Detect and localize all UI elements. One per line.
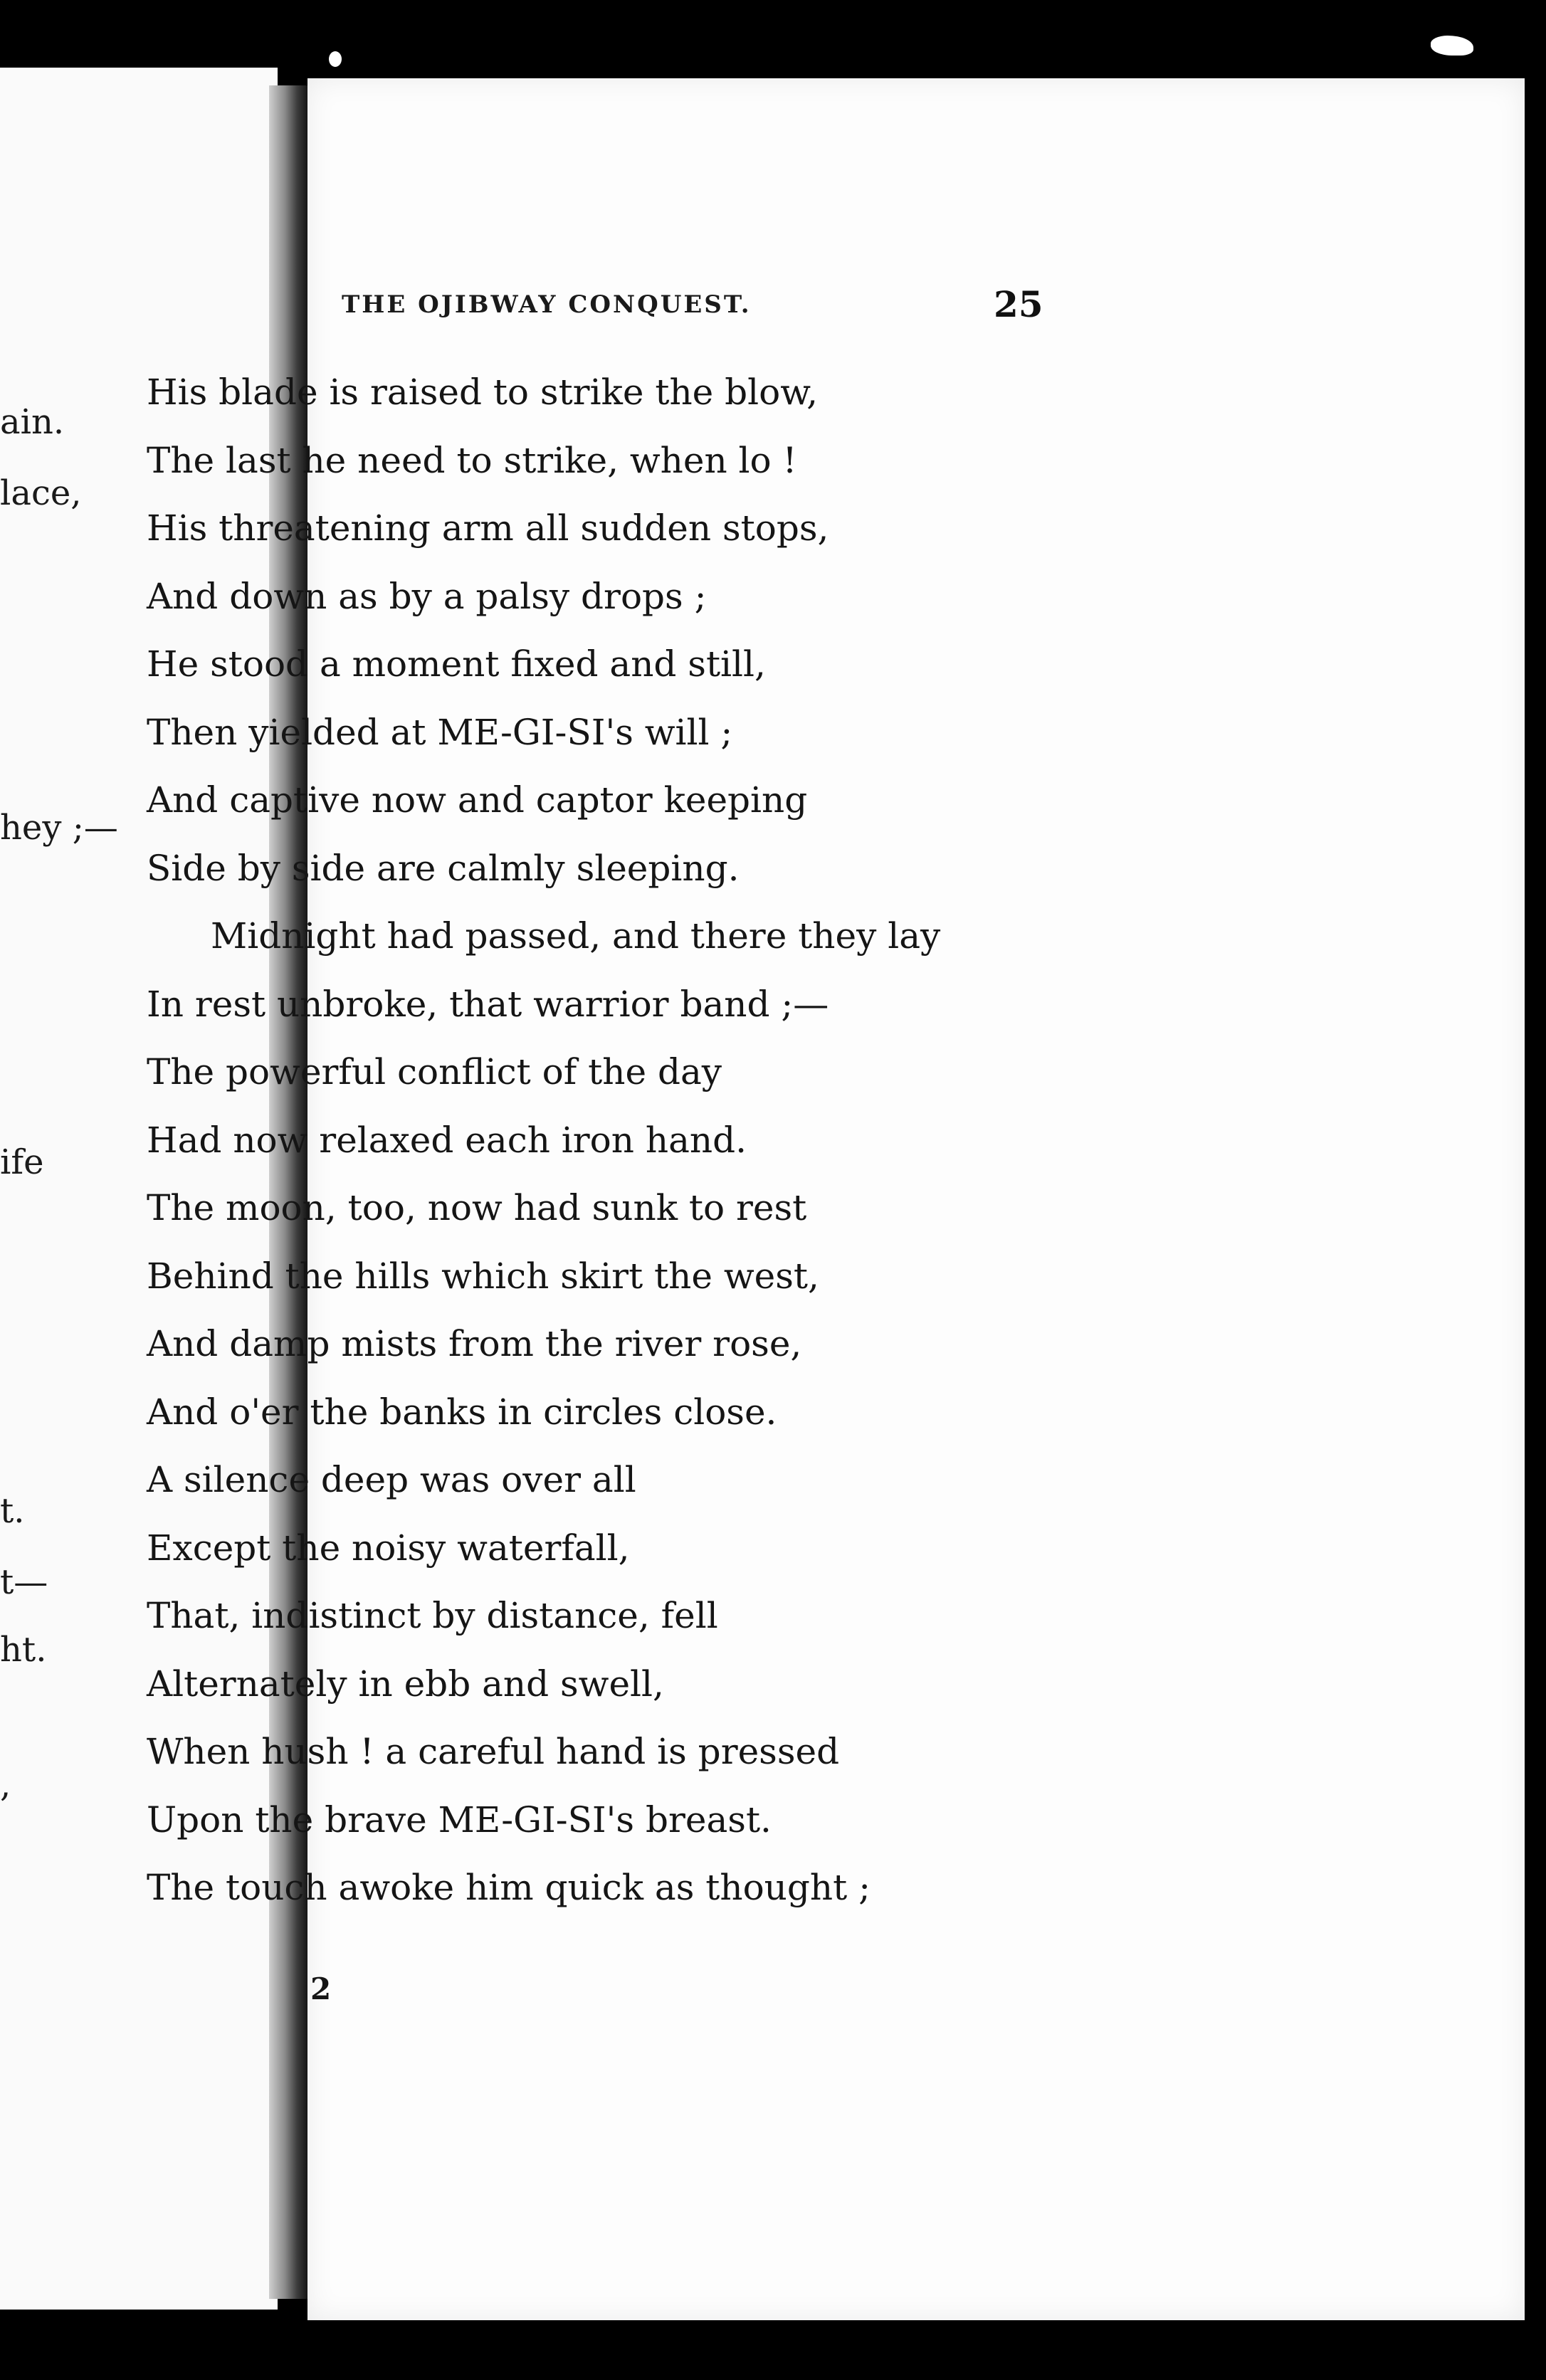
signature-mark: 2 [310,1971,332,2006]
verse-line: In rest unbroke, that warrior band ;— [147,983,829,1025]
verse-line: The powerful conflict of the day [147,1051,722,1092]
verse-line: Except the noisy waterfall, [147,1527,630,1569]
verse-line: The last he need to strike, when lo ! [147,439,797,481]
verse-line: The moon, too, now had sunk to rest [147,1187,807,1228]
verse-line: Then yielded at ME-GI-SI's will ; [147,711,733,753]
left-page-text-fragment: hey ;— [0,808,118,848]
left-page-text-fragment: ht. [0,1630,47,1670]
left-page-text-fragment: t— [0,1562,48,1602]
verse-line: Upon the brave ME-GI-SI's breast. [147,1799,772,1841]
verse-line: That, indistinct by distance, fell [147,1595,718,1636]
verse-line: Behind the hills which skirt the west, [147,1255,819,1297]
verse-line: And o'er the banks in circles close. [147,1391,777,1433]
verse-line: And captive now and captor keeping [147,779,808,821]
left-page-text-fragment: ife [0,1142,44,1182]
verse-line: He stood a moment fixed and still, [147,643,766,685]
scan-speck [329,51,342,67]
verse-line: His threatening arm all sudden stops, [147,507,829,549]
left-page-text-fragment: t. [0,1491,25,1531]
running-head: THE OJIBWAY CONQUEST. [342,290,752,319]
verse-line: A silence deep was over all [147,1459,636,1500]
verse-line: Midnight had passed, and there they lay [211,915,941,957]
poem-verse [147,359,940,1922]
verse-line: His blade is raised to strike the blow, [147,372,818,413]
page-number: 25 [994,283,1043,325]
verse-line: Had now relaxed each iron hand. [147,1119,747,1161]
left-page-text-fragment: ain. [0,402,65,442]
left-page-text-fragment: , [0,1765,11,1805]
verse-line: Alternately in ebb and swell, [147,1663,664,1705]
verse-line: The touch awoke him quick as thought ; [147,1867,871,1908]
verse-line: When hush ! a careful hand is pressed [147,1731,840,1772]
verse-line: And down as by a palsy drops ; [147,575,707,617]
verse-line: And damp mists from the river rose, [147,1323,802,1364]
verse-line: Side by side are calmly sleeping. [147,847,740,889]
scan-speck [1431,36,1473,56]
left-page-text-fragment: lace, [0,473,82,513]
